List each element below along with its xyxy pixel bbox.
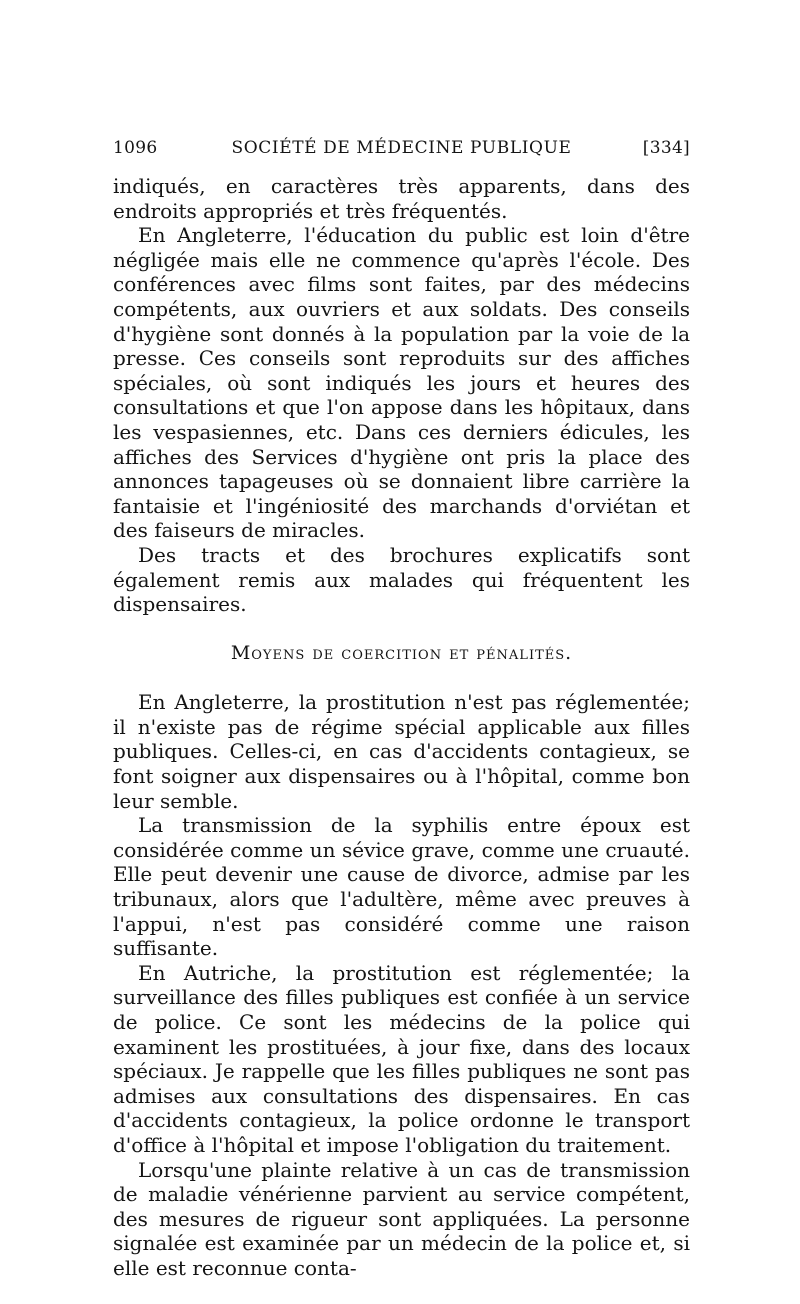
section-heading: Moyens de coercition et pénalités. [230,641,573,664]
paragraph: Lorsqu'une plainte relative à un cas de transmission de maladie vénérienne parvient au service compétent, des mesures de rigueur sont appliquées. La personne signalée est examinée par un médecin de la police et, si elle est reconnue conta- [113,1157,690,1280]
paragraph: La transmission de la syphilis entre époux est considérée comme un sévice grave, comme une cruauté. Elle peut devenir une cause de divorce, admise par les tribunaux, alors que l'adultère, même avec preuves à l'appui, n'est pas considéré comme une raison suffisante. [113,813,690,961]
running-title: SOCIÉTÉ DE MÉDECINE PUBLIQUE [231,138,572,158]
paragraph: En Autriche, la prostitution est réglementée; la surveillance des filles publiques est confiée à un service de police. Ce sont les médecins de la police qui examinent les prostituées, à jour fixe, dans des locaux spéciaux. Je rappelle que les filles publiques ne sont pas admises aux consultations des dispensaires. En cas d'accidents contagieux, la police ordonne le transport d'office à l'hôpital et impose l'obligation du traitement. [113,960,690,1157]
paragraph: En Angleterre, la prostitution n'est pas réglementée; il n'existe pas de régime spécial applicable aux filles publiques. Celles-ci, en cas d'accidents contagieux, se font soigner aux dispensaires ou à l'hôpital, comme bon leur semble. [113,690,690,813]
paragraph: Des tracts et des brochures explicatifs sont également remis aux malades qui fréquentent les dispensaires. [113,542,690,617]
paragraph: En Angleterre, l'éducation du public est loin d'être négligée mais elle ne commence qu'après l'école. Des conférences avec films sont faites, par des médecins compétents, aux ouvriers et aux soldats. Des conseils d'hygiène sont donnés à la population par la voie de la presse. Ces conseils sont reproduits sur des affiches spéciales, où sont indiqués les jours et heures des consultations et que l'on appose dans les hôpitaux, dans les vespasiennes, etc. Dans ces derniers édicules, les affiches des Services d'hygiène ont pris la place des annonces tapageuses où se donnaient libre carrière la fantaisie et l'ingéniosité des marchands d'orviétan et des faiseurs de miracles. [113,223,690,543]
running-header [113,136,690,160]
paragraph-continuation: indiqués, en caractères très apparents, dans des endroits appropriés et très fréquentés. [113,174,690,223]
page-reference: [334] [642,138,690,158]
page-number: 1096 [113,138,158,158]
body-text [113,174,690,1281]
